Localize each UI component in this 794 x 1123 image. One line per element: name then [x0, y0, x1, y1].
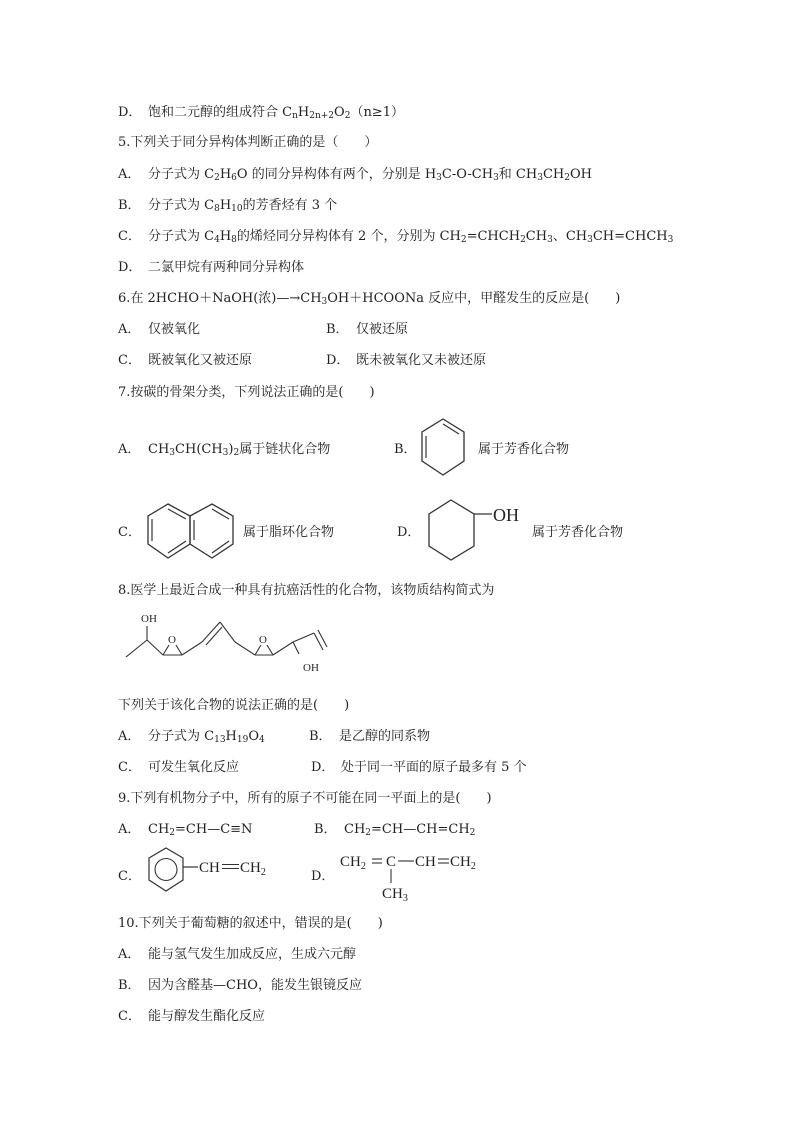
q7-option-c-text: 属于脂环化合物 — [243, 525, 335, 540]
q7-option-a: A． $CH_3CH(CH_3)_2$属于链状化合物 — [118, 442, 331, 458]
isoprene-ch3: $CH_3$ — [382, 886, 408, 904]
hydroxyl-label-2: OH — [303, 662, 319, 674]
hydroxyl-label: OH — [493, 505, 519, 525]
q8-option-c: C． 可发生氧化反应 — [118, 760, 240, 775]
styrene-structure — [146, 845, 278, 901]
q7-option-b-label: B． — [394, 442, 417, 457]
q10-option-a: A． 能与氢气发生加成反应，生成六元醇 — [118, 947, 357, 962]
isoprene-ch: CH — [415, 854, 436, 870]
q6-option-d: D． 既未被氧化又未被还原 — [326, 353, 487, 368]
q5-option-a: A． 分子式为 $C_2H_6O$ 的同分异构体有两个，分别是 $H_3C-O-CH_3$和 $CH_3CH_2OH$ — [118, 167, 592, 183]
vinyl-ch-label: CH — [199, 860, 220, 876]
q7-option-c-label: C． — [118, 525, 141, 540]
q8-option-b: B． 是乙醇的同系物 — [309, 729, 431, 744]
q7-option-d-label: D． — [397, 525, 421, 540]
q6-option-c: C． 既被氧化又被还原 — [118, 353, 253, 368]
q5-stem: 5.下列关于同分异构体判断正确的是（ ） — [118, 135, 378, 150]
q4-option-d: D． 饱和二元醇的组成符合 $C_nH_{2n+2}O_2(n\ge 1)$ — [118, 105, 404, 121]
q5-option-b: B． 分子式为 $C_8H_{10}$的芳香烃有 3 个 — [118, 198, 338, 214]
epoxide-oxygen-1: O — [168, 634, 176, 646]
vinyl-ch2-label: $CH_2$ — [240, 860, 266, 878]
naphthalene-structure — [144, 500, 238, 566]
cyclohexadiene-structure — [418, 413, 468, 487]
q10-option-c: C． 能与醇发生酯化反应 — [118, 1009, 266, 1024]
q7-option-b-text: 属于芳香化合物 — [478, 442, 570, 457]
isoprene-ch2-left: $CH_2$ — [340, 854, 366, 872]
epoxide-oxygen-2: O — [259, 634, 267, 646]
isoprene-ch2-right: $CH_2$ — [450, 854, 476, 872]
cyclohexanol-structure — [424, 496, 528, 572]
q10-option-b: B． 因为含醛基—CHO，能发生银镜反应 — [118, 978, 362, 993]
hydroxyl-label-1: OH — [141, 613, 157, 625]
q6-option-a: A． 仅被氧化 — [118, 322, 201, 337]
q9-option-c-label: C． — [118, 869, 141, 884]
q10-stem: 10.下列关于葡萄糖的叙述中，错误的是( ) — [118, 916, 383, 931]
anticancer-compound-structure — [118, 608, 338, 682]
q9-option-b: B． $CH_2=CH—CH=CH_2$ — [314, 822, 476, 838]
q6-option-b: B． 仅被还原 — [326, 322, 409, 337]
q8-stem: 8.医学上最近合成一种具有抗癌活性的化合物，该物质结构简式为 — [118, 583, 495, 598]
isoprene-structure — [338, 848, 488, 904]
q7-stem: 7.按碳的骨架分类，下列说法正确的是( ) — [118, 385, 375, 400]
q9-stem: 9.下列有机物分子中，所有的原子不可能在同一平面上的是( ) — [118, 791, 492, 806]
q9-option-d-label: D． — [311, 869, 335, 884]
isoprene-c: C — [386, 854, 397, 870]
q5-option-d: D． 二氯甲烷有两种同分异构体 — [118, 260, 305, 275]
q8-sub-stem: 下列关于该化合物的说法正确的是( ) — [118, 698, 350, 713]
q7-option-d-text: 属于芳香化合物 — [532, 525, 624, 540]
q9-option-a: A． $CH_2=CH—C\equiv N$ — [118, 822, 253, 838]
q6-stem: 6.在 2HCHO＋NaOH(浓)$—\to CH_3OH+HCOONa$ 反应中，甲醛发生的反应是( ) — [118, 291, 621, 307]
q8-option-d: D． 处于同一平面的原子最多有 5 个 — [311, 760, 527, 775]
q8-option-a: A． 分子式为 $C_{13}H_{19}O_4$ — [118, 729, 265, 745]
q5-option-c: C． 分子式为 $C_4H_8$的烯烃同分异构体有 2 个，分别为 $CH_2=CHCH_2CH_3$、$CH_3CH=CHCH_3$ — [118, 229, 674, 245]
